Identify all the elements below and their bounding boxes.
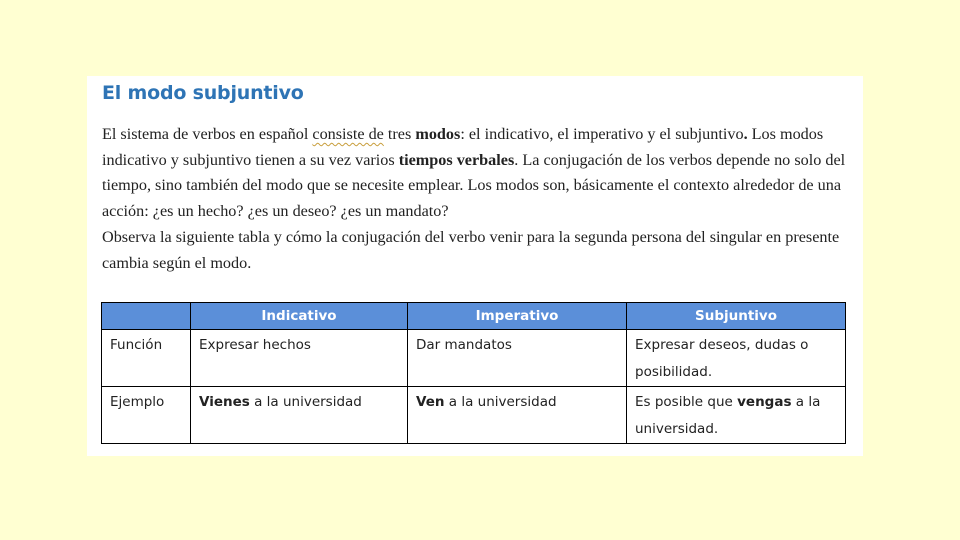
cell-funcion-subjuntivo: Expresar deseos, dudas o posibilidad.	[627, 330, 846, 387]
intro-text-5: . La conjugación de los verbos depende no solo del tiempo, sino también del modo que se necesite emplear. Los modos son, básicamente el contexto alrededor de una acción: ¿es un hecho? ¿es un deseo? ¿es un mandato?	[102, 150, 846, 221]
verb-ven: Ven	[416, 394, 445, 410]
instruction-paragraph: Observa la siguiente tabla y cómo la conjugación del verbo venir para la segunda persona del singular en presente cambia según el modo.	[102, 227, 840, 272]
table-header-row	[102, 303, 846, 330]
verb-mood-table	[101, 302, 846, 444]
example-rest-indicativo: a la universidad	[249, 394, 362, 410]
verb-vienes: Vienes	[199, 394, 250, 410]
header-imperativo: Imperativo	[408, 303, 627, 330]
intro-text-4: Los modos indicativo y subjuntivo tienen a su vez varios	[102, 125, 824, 169]
intro-paragraph	[102, 122, 847, 225]
document-body	[102, 122, 847, 276]
cell-funcion-imperativo: Dar mandatos	[408, 330, 627, 387]
document-title: El modo subjuntivo	[102, 82, 304, 104]
header-indicativo: Indicativo	[191, 303, 408, 330]
intro-text-3: : el indicativo, el imperativo y el subjuntivo	[460, 125, 744, 143]
bold-term-modos: modos	[415, 125, 461, 143]
cell-ejemplo-imperativo	[408, 387, 627, 444]
example-pre-subjuntivo: Es posible que	[635, 394, 738, 410]
document-card	[87, 76, 863, 456]
cell-funcion-indicativo: Expresar hechos	[191, 330, 408, 387]
grammar-flagged-phrase[interactable]: consiste de	[312, 125, 384, 143]
intro-text-2: tres	[383, 125, 416, 143]
cell-ejemplo-indicativo	[191, 387, 408, 444]
header-empty	[102, 303, 191, 330]
verb-vengas: vengas	[737, 394, 792, 410]
cell-ejemplo-subjuntivo	[627, 387, 846, 444]
example-rest-imperativo: a la universidad	[444, 394, 557, 410]
row-label-ejemplo: Ejemplo	[102, 387, 191, 444]
bold-period: .	[743, 125, 748, 143]
bold-term-tiempos-verbales: tiempos verbales	[398, 150, 515, 169]
header-subjuntivo: Subjuntivo	[627, 303, 846, 330]
table-row-ejemplo	[102, 387, 846, 444]
example-post-subjuntivo: a la universidad.	[635, 394, 821, 437]
row-label-funcion: Función	[102, 330, 191, 387]
intro-text-1: El sistema de verbos en español	[102, 125, 313, 143]
table-row-funcion	[102, 330, 846, 387]
